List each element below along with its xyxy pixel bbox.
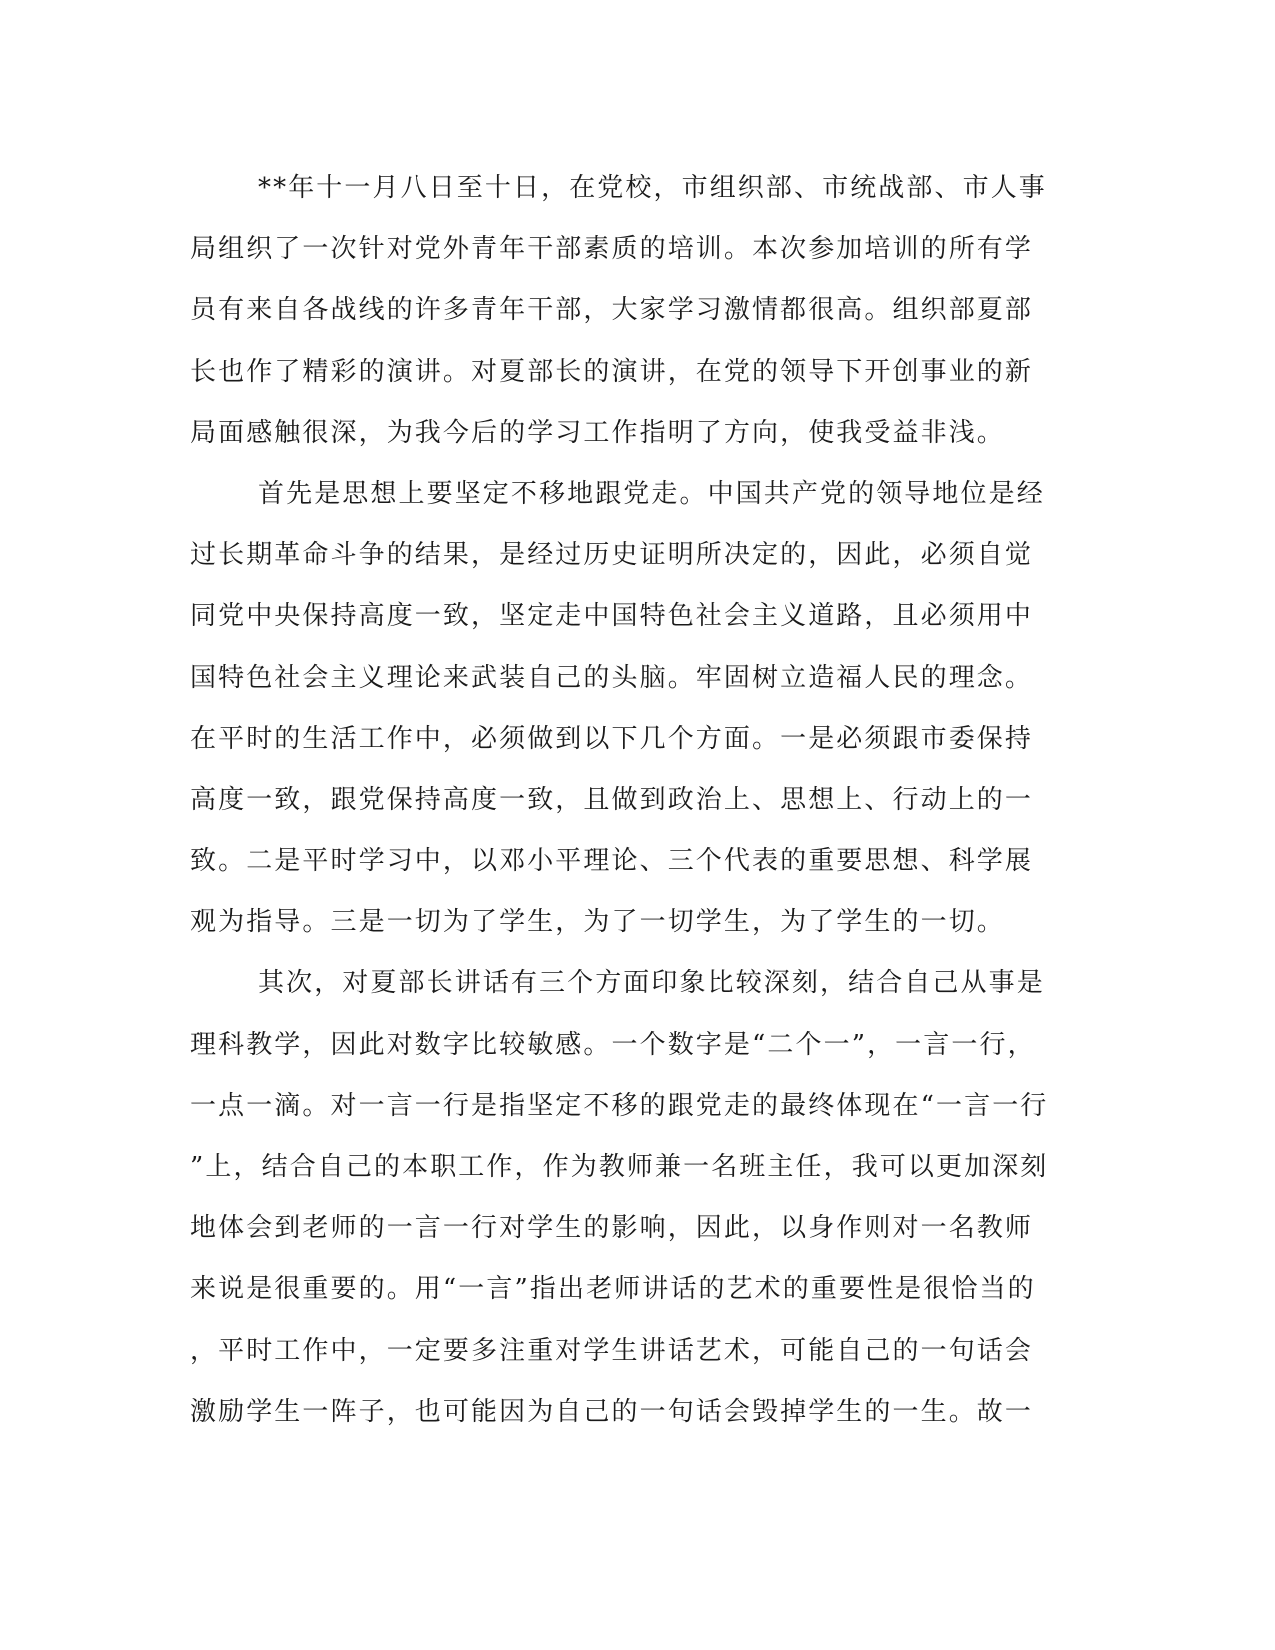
text-line: 其次，对夏部长讲话有三个方面印象比较深刻，结合自己从事是 — [258, 968, 1045, 999]
text-line: 理科教学，因此对数字比较敏感。一个数字是“二个一”，一言一行， — [190, 1029, 1036, 1060]
text-line: 局组织了一次针对党外青年干部素质的培训。本次参加培训的所有学 — [190, 234, 1034, 265]
text-line: 高度一致，跟党保持高度一致，且做到政治上、思想上、行动上的一 — [190, 784, 1034, 815]
text-line: 员有来自各战线的许多青年干部，大家学习激情都很高。组织部夏部 — [190, 295, 1034, 326]
text-line: ”上，结合自己的本职工作，作为教师兼一名班主任，我可以更加深刻 — [190, 1152, 1049, 1182]
text-line: 长也作了精彩的演讲。对夏部长的演讲，在党的领导下开创事业的新 — [190, 356, 1034, 387]
text-line: 致。二是平时学习中，以邓小平理论、三个代表的重要思想、科学展 — [190, 846, 1034, 877]
text-line: 首先是思想上要坚定不移地跟党走。中国共产党的领导地位是经 — [258, 478, 1045, 509]
text-line: 过长期革命斗争的结果，是经过历史证明所决定的，因此，必须自觉 — [190, 540, 1034, 571]
text-line: ，平时工作中，一定要多注重对学生讲话艺术，可能自己的一句话会 — [190, 1335, 1034, 1366]
text-line: 激励学生一阵子，也可能因为自己的一句话会毁掉学生的一生。故一 — [190, 1396, 1034, 1427]
text-line: 来说是很重要的。用“一言”指出老师讲话的艺术的重要性是很恰当的 — [190, 1274, 1036, 1305]
text-line: **年十一月八日至十日，在党校，市组织部、市统战部、市人事 — [258, 173, 1047, 203]
text-line: 国特色社会主义理论来武装自己的头脑。牢固树立造福人民的理念。 — [190, 662, 1034, 693]
text-line: 一点一滴。对一言一行是指坚定不移的跟党走的最终体现在“一言一行 — [190, 1090, 1049, 1121]
text-line: 观为指导。三是一切为了学生，为了一切学生，为了学生的一切。 — [190, 907, 1005, 938]
text-line: 局面感触很深，为我今后的学习工作指明了方向，使我受益非浅。 — [190, 417, 1005, 448]
text-line: 地体会到老师的一言一行对学生的影响，因此，以身作则对一名教师 — [190, 1213, 1034, 1244]
text-line: 在平时的生活工作中，必须做到以下几个方面。一是必须跟市委保持 — [190, 723, 1034, 754]
text-line: 同党中央保持高度一致，坚定走中国特色社会主义道路，且必须用中 — [190, 601, 1034, 632]
document-body — [190, 158, 1080, 1443]
